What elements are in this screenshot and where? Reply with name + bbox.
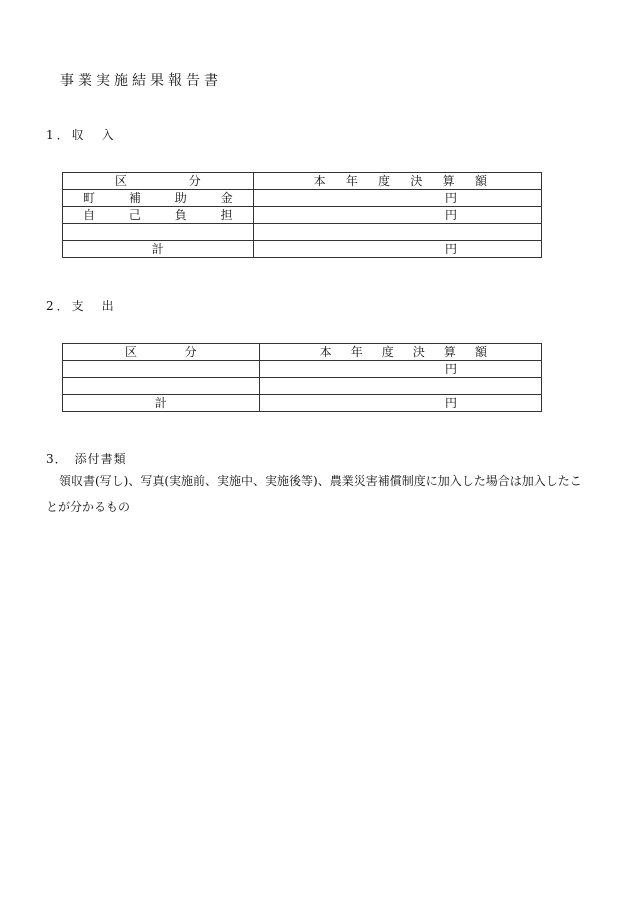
expense-header-row <box>63 344 542 361</box>
expense-row-amount: 円 <box>259 361 541 378</box>
income-row-amount: 円 <box>253 207 541 224</box>
document-title: 事業実施結果報告書 <box>60 73 222 89</box>
income-row-label: 自 己 負 担 <box>63 207 254 224</box>
income-header-amount: 本 年 度 決 算 額 <box>253 173 541 190</box>
income-total-row <box>63 241 542 258</box>
income-row-amount <box>253 224 541 241</box>
expense-heading: 2．支 出 <box>46 299 117 313</box>
table-row <box>63 190 542 207</box>
income-heading: 1．収 入 <box>46 128 117 142</box>
attachments-body <box>46 468 591 520</box>
income-row-amount: 円 <box>253 190 541 207</box>
income-row-label: 町 補 助 金 <box>63 190 254 207</box>
expense-row-label <box>63 378 260 395</box>
expense-table <box>62 343 542 412</box>
table-row <box>63 378 542 395</box>
expense-total-amount: 円 <box>259 395 541 412</box>
expense-row-amount <box>259 378 541 395</box>
income-table <box>62 172 542 258</box>
attachments-heading: 3． 添付書類 <box>46 452 127 466</box>
expense-total-label: 計 <box>63 395 260 412</box>
table-row <box>63 361 542 378</box>
income-total-amount: 円 <box>253 241 541 258</box>
income-header-row <box>63 173 542 190</box>
expense-row-label <box>63 361 260 378</box>
income-header-category: 区 分 <box>63 173 254 190</box>
attachments-text: 領収書(写し)、写真(実施前、実施中、実施後等)、農業災害補償制度に加入した場合は加入したことが分かるもの <box>46 474 582 514</box>
table-row <box>63 224 542 241</box>
income-total-label: 計 <box>63 241 254 258</box>
income-row-label <box>63 224 254 241</box>
table-row <box>63 207 542 224</box>
expense-header-amount: 本 年 度 決 算 額 <box>259 344 541 361</box>
expense-total-row <box>63 395 542 412</box>
expense-header-category: 区 分 <box>63 344 260 361</box>
